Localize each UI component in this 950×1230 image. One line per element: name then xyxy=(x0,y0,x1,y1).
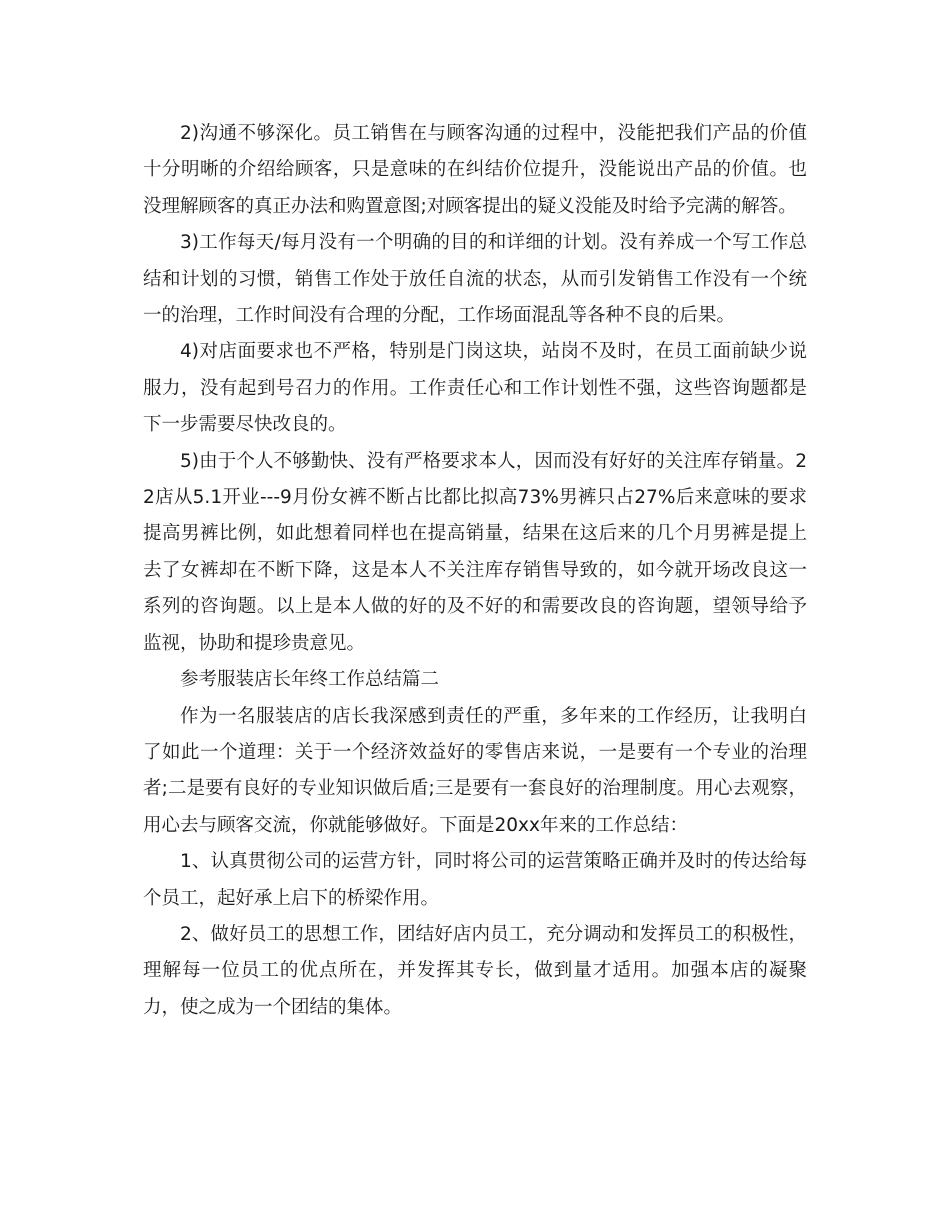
paragraph-intro: 作为一名服装店的店长我深感到责任的严重，多年来的工作经历，让我明白了如此一个道理：关于一个经济效益好的零售店来说，一是要有一个专业的治理者;二是要有良好的专业知识做后盾;三是要有一套良好的治理制度。用心去观察，用心去与顾客交流，你就能够做好。下面是20xx年来的工作总结： xyxy=(143,705,807,836)
paragraph-store-requirements: 4)对店面要求也不严格，特别是门岗这块，站岗不及时，在员工面前缺少说服力，没有起到号召力的作用。工作责任心和工作计划性不强，这些咨询题都是下一步需要尽快改良的。 xyxy=(143,341,807,436)
section-heading: 参考服装店长年终工作总结篇二 xyxy=(180,669,440,691)
paragraph-communication: 2)沟通不够深化。员工销售在与顾客沟通的过程中，没能把我们产品的价值十分明晰的介绍给顾客，只是意味的在纠结价位提升，没能说出产品的价值。也没理解顾客的真正办法和购置意图;对顾客提出的疑义没能及时给予完满的解答。 xyxy=(143,123,807,217)
paragraph-item-1: 1、认真贯彻公司的运营方针，同时将公司的运营策略正确并及时的传达给每个员工，起好承上启下的桥梁作用。 xyxy=(143,851,807,909)
paragraph-work-plan: 3)工作每天/每月没有一个明确的目的和详细的计划。没有养成一个写工作总结和计划的习惯，销售工作处于放任自流的状态，从而引发销售工作没有一个统一的治理，工作时间没有合理的分配，工作场面混乱等各种不良的后果。 xyxy=(143,232,807,327)
paragraph-item-2: 2、做好员工的思想工作，团结好店内员工，充分调动和发挥员工的积极性，理解每一位员工的优点所在，并发挥其专长，做到量才适用。加强本店的凝聚力，使之成为一个团结的集体。 xyxy=(143,923,807,1018)
paragraph-inventory: 5)由于个人不够勤快、没有严格要求本人，因而没有好好的关注库存销量。22店从5.1开业---9月份女裤不断占比都比拟高73%男裤只占27%后来意味的要求提高男裤比例，如此想着同样也在提高销量，结果在这后来的几个月男裤是提上去了女裤却在不断下降，这是本人不关注库存销售导致的，如今就开场改良这一系列的咨询题。以上是本人做的好的及不好的和需要改良的咨询题，望领导给予监视，协助和提珍贵意见。 xyxy=(143,450,807,654)
document-body xyxy=(143,116,807,1026)
